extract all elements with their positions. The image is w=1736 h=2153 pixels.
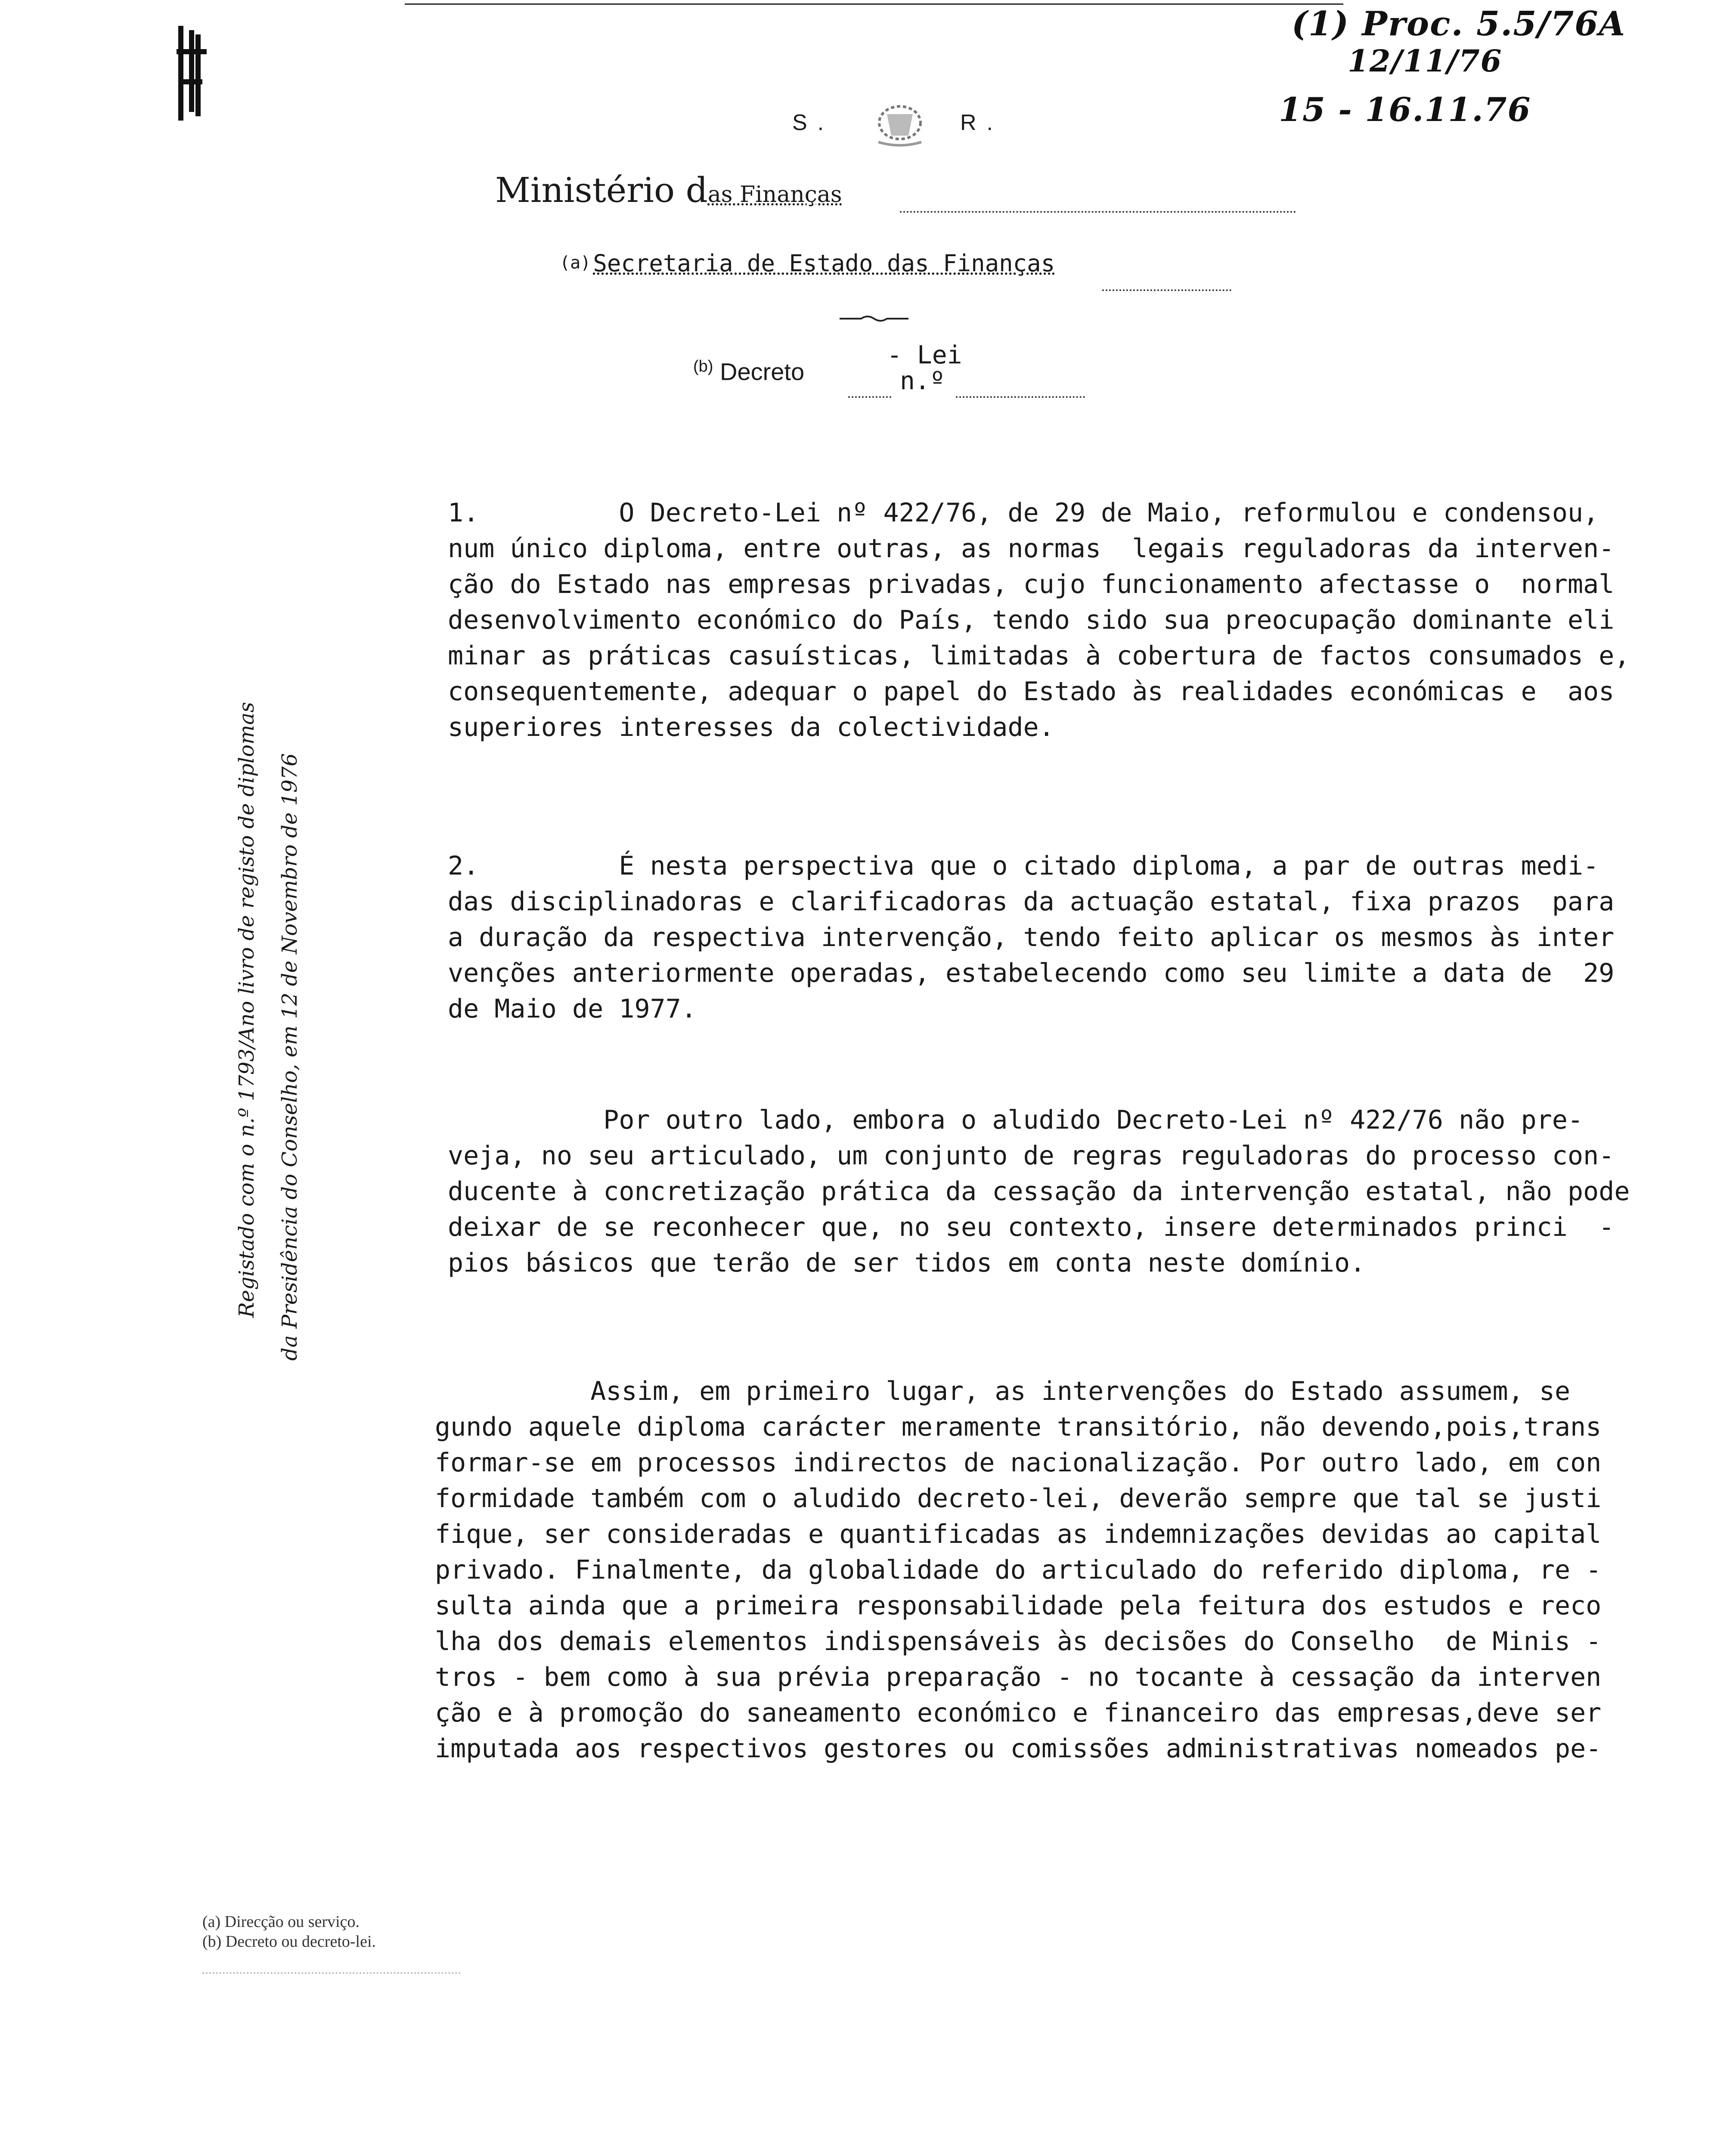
paragraph-1-line: ção do Estado nas empresas privadas, cujo funcionamento afectasse o normal (448, 569, 1615, 599)
printer-mark (202, 1968, 461, 1974)
paragraph-3-line: pios básicos que terão de ser tidos em conta neste domínio. (448, 1248, 1366, 1278)
paragraph-4-line: formidade também com o aludido decreto-lei, deverão sempre que tal se justi (435, 1483, 1602, 1514)
secretaria-name: Secretaria de Estado das Finanças (593, 250, 1055, 277)
secretaria-dotted-line (1102, 289, 1231, 291)
decreto-dotted-line-2 (956, 396, 1085, 398)
annotation-date: 12/11/76 (1348, 43, 1503, 79)
ministry-dotted-line (900, 211, 1296, 213)
margin-mark (172, 17, 211, 131)
paragraph-2-line: de Maio de 1977. (448, 994, 697, 1024)
coat-of-arms-icon (861, 101, 939, 150)
paragraph-2 (448, 848, 1614, 1027)
paragraph-4-line: Assim, em primeiro lugar, as intervenções do Estado assumem, se (435, 1376, 1570, 1406)
secretaria-line (560, 250, 1055, 277)
annotation-entry: 15 - 16.11.76 (1279, 90, 1531, 129)
decreto-marker: (b) (693, 357, 713, 375)
paragraph-1-line: consequentemente, adequar o papel do Estado às realidades económicas e aos (448, 676, 1615, 707)
top-border-line (405, 3, 1343, 5)
emblem-letter-left: S. (792, 110, 834, 135)
paragraph-3 (448, 1102, 1630, 1281)
paragraph-1 (448, 495, 1630, 745)
footnote-b: (b) Decreto ou decreto-lei. (202, 1933, 376, 1951)
paragraph-3-line: veja, no seu articulado, um conjunto de regras reguladoras do processo con- (448, 1141, 1615, 1171)
registration-note-line2: da Presidência do Conselho, em 12 de Novembro de 1976 (278, 753, 302, 1361)
emblem-letter-right: R. (960, 110, 1003, 135)
decreto-line (693, 357, 804, 386)
registration-note-line1: Registado com o n.º 1793/Ano livro de registo de diplomas (235, 702, 259, 1318)
paragraph-3-line: ducente à concretização prática da cessação da intervenção estatal, não pode (448, 1176, 1630, 1207)
paragraph-4-line: privado. Finalmente, da globalidade do articulado do referido diploma, re - (435, 1555, 1602, 1585)
ministry-line (495, 170, 842, 210)
paragraph-1-line: 1. O Decreto-Lei nº 422/76, de 29 de Maio, reformulou e condensou, (448, 498, 1599, 528)
ministry-fill: as Finanças (707, 182, 842, 208)
paragraph-3-line: deixar de se reconhecer que, no seu contexto, insere determinados princi - (448, 1212, 1615, 1242)
paragraph-4-line: lha dos demais elementos indispensáveis às decisões do Conselho de Minis - (435, 1626, 1602, 1657)
paragraph-1-line: desenvolvimento económico do País, tendo sido sua preocupação dominante eli (448, 605, 1615, 635)
footnote-a: (a) Direcção ou serviço. (202, 1913, 360, 1931)
annotation-process: (1) Proc. 5.5/76A (1292, 4, 1626, 43)
paragraph-4-line: imputada aos respectivos gestores ou comissões administrativas nomeados pe- (435, 1734, 1602, 1764)
footnotes (202, 1912, 376, 1951)
paragraph-4-line: tros - bem como à sua prévia preparação - no tocante à cessação da interven (435, 1662, 1602, 1692)
paragraph-4-line: formar-se em processos indirectos de nacionalização. Por outro lado, em con (435, 1448, 1602, 1478)
paragraph-4-line: sulta ainda que a primeira responsabilidade pela feitura dos estudos e reco (435, 1591, 1602, 1621)
emblem-heading (792, 101, 1033, 149)
numero-label: n.º (900, 366, 945, 395)
decreto-fill: - Lei (887, 340, 962, 369)
paragraph-3-line: Por outro lado, embora o aludido Decreto-Lei nº 422/76 não pre- (448, 1105, 1583, 1135)
secretaria-marker: (a) (560, 253, 591, 273)
paragraph-1-line: superiores interesses da colectividade. (448, 712, 1054, 742)
decreto-label: Decreto (720, 358, 805, 385)
paragraph-1-line: num único diploma, entre outras, as normas legais reguladoras da interven- (448, 534, 1615, 564)
paragraph-2-line: a duração da respectiva intervenção, tendo feito aplicar os mesmos às inter (448, 922, 1615, 952)
paragraph-4 (435, 1374, 1601, 1767)
paragraph-4-line: fique, ser consideradas e quantificadas as indemnizações devidas ao capital (435, 1519, 1602, 1549)
paragraph-4-line: gundo aquele diploma carácter meramente transitório, não devendo,pois,trans (435, 1412, 1602, 1442)
decreto-dotted-line-1 (848, 396, 891, 398)
paragraph-2-line: das disciplinadoras e clarificadoras da actuação estatal, fixa prazos para (448, 887, 1615, 917)
ministry-prefix: Ministério d (495, 170, 708, 210)
paragraph-1-line: minar as práticas casuísticas, limitadas à cobertura de factos consumados e, (448, 641, 1630, 671)
paragraph-2-line: venções anteriormente operadas, estabelecendo como seu limite a data de 29 (448, 958, 1615, 988)
ornament-divider (840, 314, 908, 325)
paragraph-2-line: 2. É nesta perspectiva que o citado diploma, a par de outras medi- (448, 851, 1599, 881)
paragraph-4-line: ção e à promoção do saneamento económico e financeiro das empresas,deve ser (435, 1698, 1602, 1728)
